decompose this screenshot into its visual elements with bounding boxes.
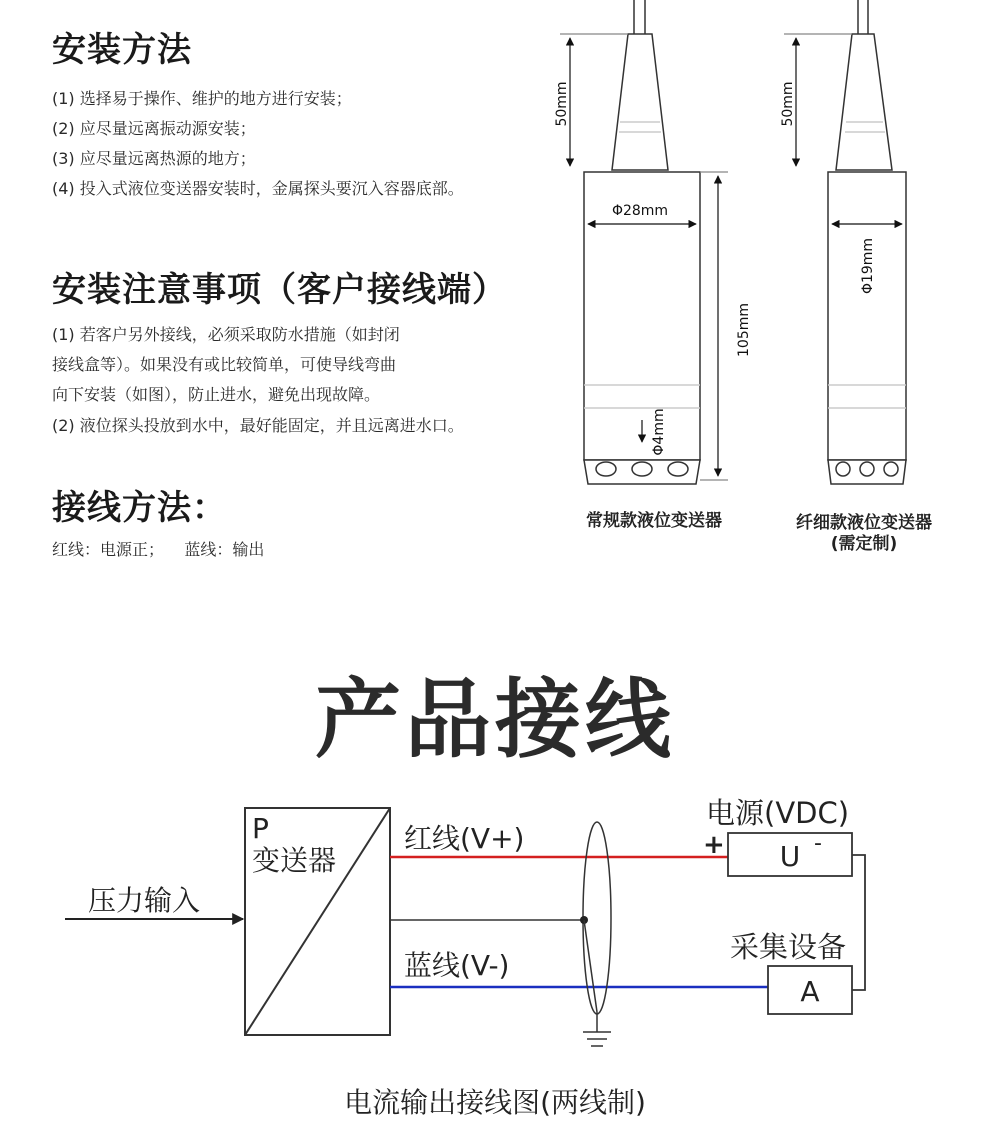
regular-dim-hole: Φ4mm [651,408,667,456]
regular-sensor [584,0,700,484]
install-notes-line-1: (1) 若客户另外接线，必须采取防水措施（如封闭 [52,325,400,344]
slim-dim-top: 50mm [780,81,796,127]
install-notes-line-3: 向下安装（如图），防止进水，避免出现故障。 [52,385,381,404]
product-wiring-title: 产品接线 [315,670,675,770]
install-notes-title: 安装注意事项（客户接线端） [52,270,507,310]
install-method-line-1: (1) 选择易于操作、维护的地方进行安装； [52,89,352,108]
install-method-title: 安装方法 [52,30,192,70]
regular-dim-length: 105mm [736,303,752,357]
device-label: 采集设备 [730,930,847,964]
sensor-drawings [540,0,990,560]
slim-dim-width: Φ19mm [860,237,876,295]
regular-dim-width: Φ28mm [611,203,669,219]
install-notes-line-2: 接线盒等）。如果没有或比较简单，可使导线弯曲 [52,355,397,374]
pressure-input-label: 压力输入 [88,884,201,917]
power-label: 电源(VDC) [706,796,850,830]
power-minus: - [814,831,822,856]
power-symbol: U [779,840,801,873]
power-plus: + [703,830,725,860]
circuit-caption: 电流输出接线图(两线制) [344,1086,646,1119]
install-method-line-3: (3) 应尽量远离热源的地方； [52,149,256,168]
wiring-diagram [0,780,990,1148]
regular-dim-top: 50mm [554,81,570,127]
wiring-method-title: 接线方法： [52,488,227,528]
install-method-line-4: (4) 投入式液位变送器安装时，金属探头要沉入容器底部。 [52,179,464,198]
blue-wire-label: 蓝线(V-) [404,949,510,982]
transmitter-p: P [252,812,269,845]
device-symbol: A [800,975,820,1008]
slim-sensor-caption-line1: 纤细款液位变送器 [796,513,932,533]
red-wire-label: 红线(V+) [404,822,525,855]
slim-sensor-caption-line2: (需定制) [830,534,898,554]
ground-icon [583,1032,611,1046]
regular-sensor-caption: 常规款液位变送器 [586,511,722,531]
wiring-method-text: 红线：电源正； 蓝线：输出 [52,540,265,559]
transmitter-label: 变送器 [252,844,337,877]
install-method-line-2: (2) 应尽量远离振动源安装； [52,119,256,138]
install-notes-line-4: (2) 液位探头投放到水中，最好能固定，并且远离进水口。 [52,416,464,435]
